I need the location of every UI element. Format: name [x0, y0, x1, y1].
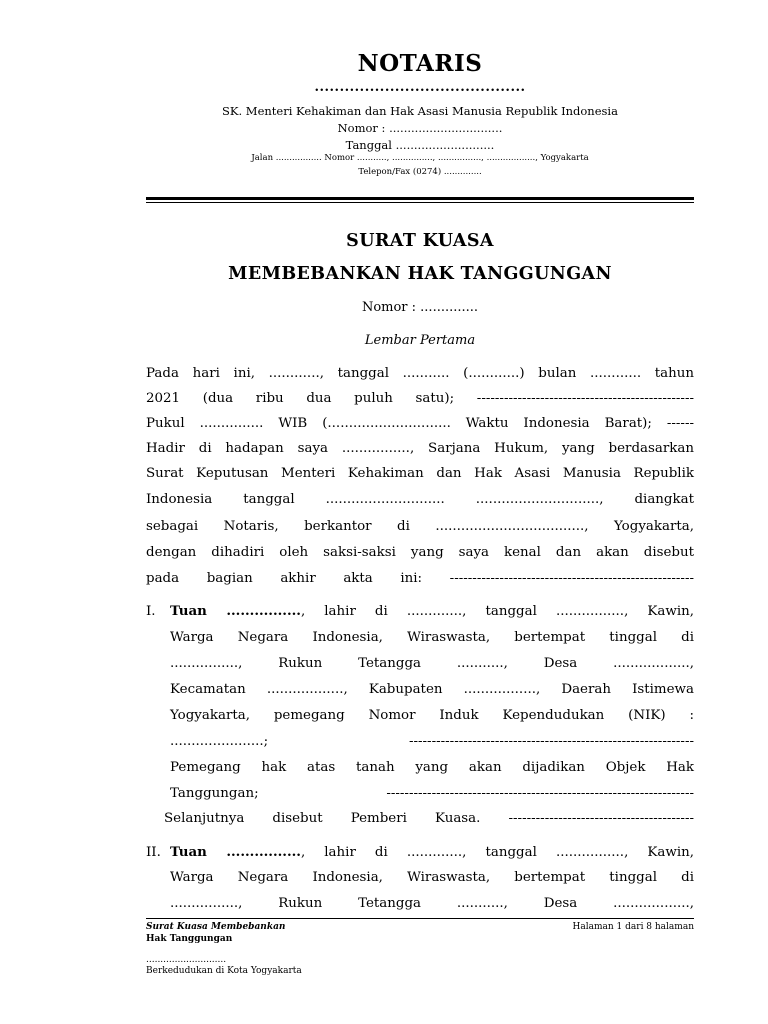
- opening-line: 2021 (dua ribu dua puluh satu); ------------------------------------------------: [146, 391, 694, 406]
- opening-line: dengan dihadiri oleh saksi-saksi yang saya kenal dan akan disebut: [146, 545, 694, 560]
- party-name: Tuan ................: [170, 603, 301, 619]
- party-line: ................, Rukun Tetangga ..........., Desa ..................,: [170, 896, 694, 911]
- header-divider-thin: [146, 202, 694, 203]
- party-first-line: [170, 840, 694, 865]
- phone-line: Telepon/Fax (0274) ..............: [358, 167, 482, 177]
- party-line: Kecamatan .................., Kabupaten ................., Daerah Istimewa: [170, 682, 694, 697]
- party-line: ......................; ---------------------------------------------------------------: [170, 734, 694, 749]
- address-line: Jalan ................. Nomor ..........., ..............., ................, .................., Yogyakarta: [251, 153, 589, 163]
- opening-line: Hadir di hadapan saya ................, Sarjana Hukum, yang berdasarkan: [146, 441, 694, 456]
- page-number: Halaman 1 dari 8 halaman: [572, 922, 694, 932]
- footer-domicile: Berkedudukan di Kota Yogyakarta: [146, 966, 302, 976]
- party-line: ................, Rukun Tetangga ..........., Desa ..................,: [170, 656, 694, 671]
- footer-divider: [146, 918, 694, 919]
- sk-number-line: Nomor : ...............................: [337, 121, 503, 135]
- footer-signature-dots: ............................: [146, 955, 227, 965]
- sk-line: SK. Menteri Kehakiman dan Hak Asasi Manusia Republik Indonesia: [222, 104, 618, 118]
- document-number: Nomor : ..............: [361, 300, 479, 315]
- party-line: Pemegang hak atas tanah yang akan dijadikan Objek Hak: [170, 760, 694, 775]
- party-line: Yogyakarta, pemegang Nomor Induk Kependudukan (NIK) :: [170, 708, 694, 723]
- party-name: Tuan ................: [170, 844, 301, 860]
- party-birth-info: , lahir di ............., tanggal ................, Kawin,: [300, 845, 695, 860]
- party-line: Tanggungan; --------------------------------------------------------------------: [170, 786, 694, 801]
- document-subtitle: MEMBEBANKAN HAK TANGGUNGAN: [228, 264, 612, 284]
- sheet-label: Lembar Pertama: [364, 333, 476, 348]
- party-birth-info: , lahir di ............., tanggal ................, Kawin,: [300, 604, 695, 619]
- footer-document-name-2: Hak Tanggungan: [146, 934, 233, 944]
- opening-line: Surat Keputusan Menteri Kehakiman dan Hak Asasi Manusia Republik: [146, 466, 694, 481]
- party-closing: Selanjutnya disebut Pemberi Kuasa. -----------------------------------------: [164, 811, 694, 826]
- footer-document-name: Surat Kuasa Membebankan: [146, 922, 286, 932]
- header-divider-thick: [146, 197, 694, 200]
- notary-name-placeholder: ..........................................: [314, 80, 526, 95]
- party-number: I.: [146, 604, 156, 619]
- notary-title: NOTARIS: [357, 50, 483, 77]
- opening-line: pada bagian akhir akta ini: ------------------------------------------------------: [146, 571, 694, 586]
- party-first-line: [170, 599, 694, 624]
- opening-line: Pada hari ini, ............, tanggal ........... (............) bulan ............ tahun: [146, 366, 694, 381]
- party-number: II.: [146, 845, 161, 860]
- party-line: Warga Negara Indonesia, Wiraswasta, bertempat tinggal di: [170, 870, 694, 885]
- opening-line: Pukul ............... WIB (............................. Waktu Indonesia Barat); ------: [146, 416, 694, 431]
- sk-date-line: Tanggal ...........................: [345, 138, 495, 152]
- party-line: Warga Negara Indonesia, Wiraswasta, bertempat tinggal di: [170, 630, 694, 645]
- opening-line: sebagai Notaris, berkantor di ..................................., Yogyakarta,: [146, 519, 694, 534]
- opening-line: Indonesia tanggal ............................ ............................., diangkat: [146, 492, 694, 507]
- document-title: SURAT KUASA: [346, 231, 494, 251]
